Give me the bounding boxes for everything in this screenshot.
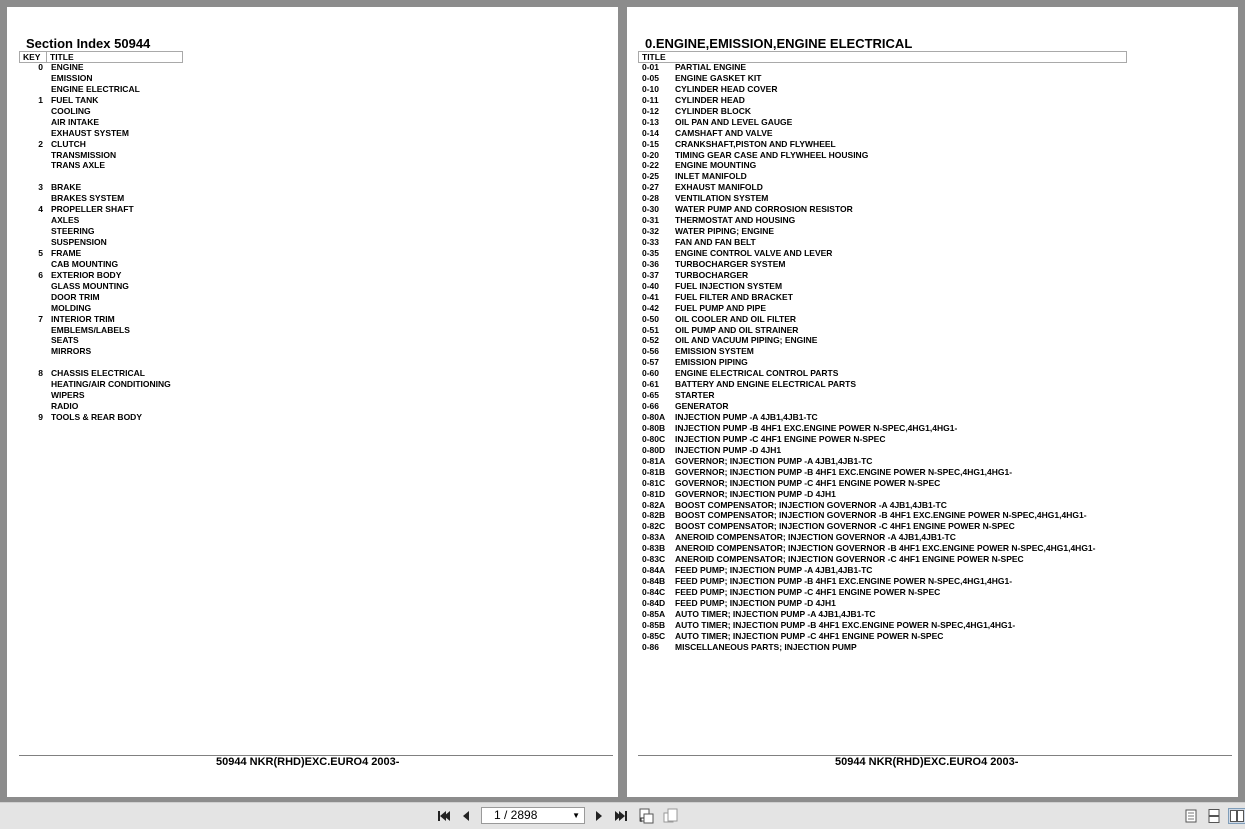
section-title: BRAKE xyxy=(51,182,82,193)
next-page-button[interactable] xyxy=(590,808,608,824)
group-code: 0-82C xyxy=(642,521,666,532)
group-title: CRANKSHAFT,PISTON AND FLYWHEEL xyxy=(675,138,836,149)
section-title: TOOLS & REAR BODY xyxy=(51,412,142,422)
group-code: 0-42 xyxy=(642,302,660,313)
section-title: TRANSMISSION xyxy=(51,149,117,160)
key-column-header: KEY xyxy=(23,52,41,62)
group-title: THERMOSTAT AND HOUSING xyxy=(675,215,796,226)
group-code: 0-80B xyxy=(642,422,666,433)
group-title: INJECTION PUMP -A 4JB1,4JB1-TC xyxy=(675,412,818,422)
group-code: 0-65 xyxy=(642,390,660,401)
group-code: 0-85B xyxy=(642,619,666,630)
group-title: WATER PUMP AND CORROSION RESISTOR xyxy=(675,204,853,215)
group-code: 0-83B xyxy=(642,543,666,554)
last-page-icon xyxy=(614,810,628,822)
group-code: 0-20 xyxy=(642,149,660,160)
group-title: FUEL INJECTION SYSTEM xyxy=(675,280,783,291)
continuous-view-button[interactable] xyxy=(1205,808,1223,824)
group-code: 0-82B xyxy=(642,510,666,521)
group-code: 0-66 xyxy=(642,401,660,412)
group-title: FUEL FILTER AND BRACKET xyxy=(675,291,793,302)
group-code: 0-82A xyxy=(642,499,666,510)
section-title: INTERIOR TRIM xyxy=(51,313,115,324)
group-title: GOVERNOR; INJECTION PUMP -B 4HF1 EXC.ENGINE POWER N-SPEC,4HG1,4HG1- xyxy=(675,466,1013,477)
table-header xyxy=(19,51,183,63)
group-code: 0-84D xyxy=(642,597,666,608)
group-title: ANEROID COMPENSATOR; INJECTION GOVERNOR -C 4HF1 ENGINE POWER N-SPEC xyxy=(675,554,1024,565)
group-title: CYLINDER HEAD COVER xyxy=(675,83,778,94)
rotate-alt-icon xyxy=(662,808,678,824)
group-code: 0-81A xyxy=(642,455,666,466)
group-code: 0-84C xyxy=(642,587,666,597)
page-number-select[interactable] xyxy=(481,807,585,824)
group-title: AUTO TIMER; INJECTION PUMP -A 4JB1,4JB1-TC xyxy=(675,608,876,619)
group-code: 0-25 xyxy=(642,171,660,182)
group-code: 0-37 xyxy=(642,269,660,280)
group-code: 0-56 xyxy=(642,346,660,357)
group-code: 0-60 xyxy=(642,368,660,379)
viewer-toolbar xyxy=(0,802,1245,829)
group-code: 0-84B xyxy=(642,576,666,587)
left-page xyxy=(7,7,618,797)
column-divider xyxy=(46,52,47,62)
section-key: 8 xyxy=(38,368,43,379)
section-title: STEERING xyxy=(51,226,95,237)
section-title: AIR INTAKE xyxy=(51,116,100,127)
group-code: 0-83A xyxy=(642,532,666,543)
prev-page-icon xyxy=(460,810,472,822)
group-code: 0-61 xyxy=(642,379,660,390)
title-column-header: TITLE xyxy=(50,52,74,62)
group-code: 0-32 xyxy=(642,226,660,237)
group-title: TIMING GEAR CASE AND FLYWHEEL HOUSING xyxy=(675,149,869,160)
group-title: MISCELLANEOUS PARTS; INJECTION PUMP xyxy=(675,641,857,652)
group-code: 0-50 xyxy=(642,313,660,324)
group-title: VENTILATION SYSTEM xyxy=(675,193,769,204)
group-title: INJECTION PUMP -B 4HF1 EXC.ENGINE POWER N-SPEC,4HG1,4HG1- xyxy=(675,422,958,433)
section-title: ENGINE ELECTRICAL xyxy=(51,83,140,94)
group-title: 0.ENGINE,EMISSION,ENGINE ELECTRICAL xyxy=(645,36,913,51)
section-title: EMISSION xyxy=(51,72,93,83)
section-key: 7 xyxy=(38,313,43,324)
group-code: 0-05 xyxy=(642,72,660,83)
section-key: 2 xyxy=(38,138,43,149)
group-title: GOVERNOR; INJECTION PUMP -D 4JH1 xyxy=(675,488,836,499)
group-title: ENGINE ELECTRICAL CONTROL PARTS xyxy=(675,368,839,379)
group-code: 0-33 xyxy=(642,237,660,247)
group-title: OIL PAN AND LEVEL GAUGE xyxy=(675,116,793,127)
group-code: 0-11 xyxy=(642,94,659,105)
group-title: BOOST COMPENSATOR; INJECTION GOVERNOR -A 4JB1,4JB1-TC xyxy=(675,499,947,510)
group-title: ANEROID COMPENSATOR; INJECTION GOVERNOR -A 4JB1,4JB1-TC xyxy=(675,532,956,543)
group-code: 0-31 xyxy=(642,215,660,226)
group-code: 0-12 xyxy=(642,105,660,116)
rotate-alt-button[interactable] xyxy=(661,808,679,824)
title-column-header: TITLE xyxy=(642,52,666,62)
first-page-icon xyxy=(437,810,451,822)
right-page xyxy=(627,7,1238,797)
chevron-down-icon: ▼ xyxy=(572,811,580,820)
group-code: 0-80D xyxy=(642,444,666,455)
section-title: DOOR TRIM xyxy=(51,291,100,302)
group-code: 0-81B xyxy=(642,466,666,477)
group-title: FEED PUMP; INJECTION PUMP -B 4HF1 EXC.ENGINE POWER N-SPEC,4HG1,4HG1- xyxy=(675,576,1013,587)
section-title: FUEL TANK xyxy=(51,94,99,105)
group-title: FUEL PUMP AND PIPE xyxy=(675,302,766,313)
section-title: GLASS MOUNTING xyxy=(51,280,129,291)
group-title: INJECTION PUMP -C 4HF1 ENGINE POWER N-SPEC xyxy=(675,433,886,444)
group-title: CYLINDER BLOCK xyxy=(675,105,752,116)
section-title: COOLING xyxy=(51,105,91,116)
section-title: HEATING/AIR CONDITIONING xyxy=(51,379,171,390)
section-title: WIPERS xyxy=(51,390,85,401)
group-title: GOVERNOR; INJECTION PUMP -C 4HF1 ENGINE POWER N-SPEC xyxy=(675,477,941,488)
first-page-button[interactable] xyxy=(435,808,453,824)
group-title: INLET MANIFOLD xyxy=(675,171,747,182)
group-code: 0-22 xyxy=(642,160,660,171)
group-title: ENGINE MOUNTING xyxy=(675,160,757,171)
group-code: 0-35 xyxy=(642,247,660,258)
group-title: AUTO TIMER; INJECTION PUMP -B 4HF1 EXC.ENGINE POWER N-SPEC,4HG1,4HG1- xyxy=(675,619,1016,630)
single-page-view-button[interactable] xyxy=(1182,808,1200,824)
group-title: FEED PUMP; INJECTION PUMP -A 4JB1,4JB1-TC xyxy=(675,565,873,576)
group-title: ANEROID COMPENSATOR; INJECTION GOVERNOR -B 4HF1 EXC.ENGINE POWER N-SPEC,4HG1,4HG1- xyxy=(675,543,1096,554)
continuous-view-icon xyxy=(1208,809,1220,823)
group-code: 0-14 xyxy=(642,127,660,138)
section-title: BRAKES SYSTEM xyxy=(51,193,125,204)
group-code: 0-41 xyxy=(642,291,660,302)
section-title: TRANS AXLE xyxy=(51,160,105,171)
next-page-icon xyxy=(593,810,605,822)
group-title: BOOST COMPENSATOR; INJECTION GOVERNOR -C 4HF1 ENGINE POWER N-SPEC xyxy=(675,521,1015,532)
group-code: 0-01 xyxy=(642,62,660,72)
section-key: 4 xyxy=(38,204,43,215)
group-code: 0-85C xyxy=(642,630,666,641)
page-footer: 50944 NKR(RHD)EXC.EURO4 2003- xyxy=(835,756,1019,768)
section-title: FRAME xyxy=(51,247,82,258)
prev-page-button[interactable] xyxy=(457,808,475,824)
group-code: 0-80A xyxy=(642,412,666,422)
group-code: 0-10 xyxy=(642,83,660,94)
group-code: 0-81D xyxy=(642,488,666,499)
group-title: EMISSION SYSTEM xyxy=(675,346,754,357)
section-title: CHASSIS ELECTRICAL xyxy=(51,368,145,379)
section-title: MOLDING xyxy=(51,302,92,313)
group-title: INJECTION PUMP -D 4JH1 xyxy=(675,444,782,455)
group-title: FEED PUMP; INJECTION PUMP -C 4HF1 ENGINE POWER N-SPEC xyxy=(675,587,941,597)
page-footer: 50944 NKR(RHD)EXC.EURO4 2003- xyxy=(216,756,400,768)
section-key: 0 xyxy=(38,62,43,72)
single-page-view-icon xyxy=(1185,809,1197,823)
group-code: 0-51 xyxy=(642,324,660,335)
group-code: 0-36 xyxy=(642,258,660,269)
section-title: CAB MOUNTING xyxy=(51,258,119,269)
group-title: CYLINDER HEAD xyxy=(675,94,745,105)
rotate-icon xyxy=(638,808,654,824)
section-title: SUSPENSION xyxy=(51,237,107,247)
page-indicator: 1 / 2898 xyxy=(494,808,538,822)
group-title: ENGINE CONTROL VALVE AND LEVER xyxy=(675,247,833,258)
group-code: 0-27 xyxy=(642,182,660,193)
group-title: BOOST COMPENSATOR; INJECTION GOVERNOR -B 4HF1 EXC.ENGINE POWER N-SPEC,4HG1,4HG1- xyxy=(675,510,1087,521)
group-code: 0-85A xyxy=(642,608,666,619)
group-code: 0-80C xyxy=(642,433,666,444)
group-title: PARTIAL ENGINE xyxy=(675,62,746,72)
rotate-button[interactable] xyxy=(637,808,655,824)
section-title: ENGINE xyxy=(51,62,84,72)
section-title: SEATS xyxy=(51,335,79,346)
group-code: 0-13 xyxy=(642,116,660,127)
group-code: 0-28 xyxy=(642,193,660,204)
group-title: OIL AND VACUUM PIPING; ENGINE xyxy=(675,335,818,346)
group-code: 0-15 xyxy=(642,138,660,149)
group-code: 0-81C xyxy=(642,477,666,488)
group-title: BATTERY AND ENGINE ELECTRICAL PARTS xyxy=(675,379,857,390)
group-title: FAN AND FAN BELT xyxy=(675,237,756,247)
group-title: OIL PUMP AND OIL STRAINER xyxy=(675,324,799,335)
group-title: FEED PUMP; INJECTION PUMP -D 4JH1 xyxy=(675,597,836,608)
section-key: 5 xyxy=(38,247,43,258)
section-key: 3 xyxy=(38,182,43,193)
section-index-title: Section Index 50944 xyxy=(26,36,151,51)
group-title: EXHAUST MANIFOLD xyxy=(675,182,763,193)
group-title: TURBOCHARGER xyxy=(675,269,749,280)
last-page-button[interactable] xyxy=(612,808,630,824)
group-title: AUTO TIMER; INJECTION PUMP -C 4HF1 ENGINE POWER N-SPEC xyxy=(675,630,944,641)
section-title: PROPELLER SHAFT xyxy=(51,204,134,215)
group-code: 0-52 xyxy=(642,335,660,346)
two-page-view-button[interactable] xyxy=(1228,808,1245,824)
section-key: 9 xyxy=(38,412,43,422)
two-page-view-icon xyxy=(1230,810,1244,822)
group-title: GENERATOR xyxy=(675,401,729,412)
group-title: EMISSION PIPING xyxy=(675,357,748,368)
section-key: 1 xyxy=(38,94,43,105)
group-title: ENGINE GASKET KIT xyxy=(675,72,762,83)
section-title: CLUTCH xyxy=(51,138,86,149)
section-title: AXLES xyxy=(51,215,80,226)
section-title: EMBLEMS/LABELS xyxy=(51,324,130,335)
group-code: 0-40 xyxy=(642,280,660,291)
section-title: RADIO xyxy=(51,401,79,412)
group-title: TURBOCHARGER SYSTEM xyxy=(675,258,786,269)
group-code: 0-30 xyxy=(642,204,660,215)
section-title: EXTERIOR BODY xyxy=(51,269,122,280)
group-code: 0-83C xyxy=(642,554,666,565)
group-title: OIL COOLER AND OIL FILTER xyxy=(675,313,797,324)
group-code: 0-57 xyxy=(642,357,660,368)
section-title: MIRRORS xyxy=(51,346,92,357)
group-title: STARTER xyxy=(675,390,715,401)
section-key: 6 xyxy=(38,269,43,280)
group-title: CAMSHAFT AND VALVE xyxy=(675,127,773,138)
section-title: EXHAUST SYSTEM xyxy=(51,127,129,138)
group-code: 0-84A xyxy=(642,565,666,576)
group-title: GOVERNOR; INJECTION PUMP -A 4JB1,4JB1-TC xyxy=(675,455,873,466)
group-title: WATER PIPING; ENGINE xyxy=(675,226,775,237)
group-code: 0-86 xyxy=(642,641,660,652)
